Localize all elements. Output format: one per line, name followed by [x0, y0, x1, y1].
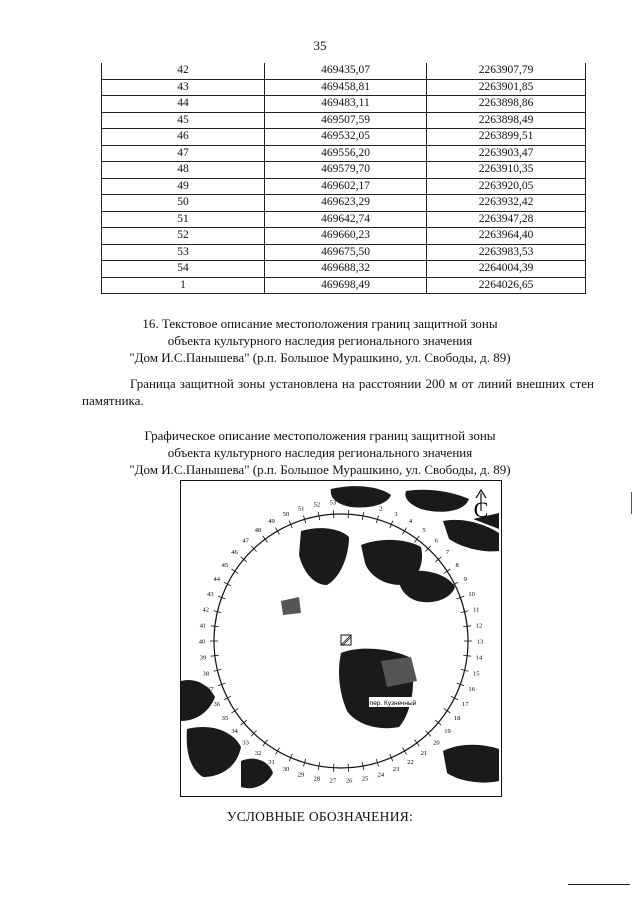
y-coordinate-cell: 2263901,85 [427, 79, 586, 96]
point-number-cell: 52 [102, 228, 265, 245]
boundary-point-tick [403, 748, 407, 755]
boundary-point-label: 41 [199, 622, 207, 630]
boundary-point-label: 40 [198, 638, 206, 646]
protection-zone-map [180, 480, 502, 797]
boundary-point-label: 3 [394, 510, 398, 518]
boundary-point-label: 37 [207, 686, 214, 694]
boundary-point-label: 35 [221, 714, 229, 722]
table-row [102, 195, 586, 212]
boundary-point-label: 34 [231, 727, 238, 735]
boundary-point-tick [211, 655, 219, 656]
boundary-point-label: 50 [282, 510, 290, 518]
point-number-cell: 50 [102, 195, 265, 212]
x-coordinate-cell: 469602,17 [265, 178, 427, 195]
boundary-point-label: 52 [313, 501, 321, 509]
boundary-point-label: 12 [475, 622, 483, 630]
section-16-heading [0, 315, 640, 366]
y-coordinate-cell: 2263898,49 [427, 112, 586, 129]
page-number: 35 [313, 38, 327, 53]
point-number-cell: 54 [102, 261, 265, 278]
boundary-point-label: 17 [461, 700, 469, 708]
boundary-point-tick [463, 655, 471, 656]
north-arrow-icon [474, 490, 489, 522]
x-coordinate-cell: 469507,59 [265, 112, 427, 129]
boundary-point-label: 32 [254, 749, 262, 757]
boundary-paragraph: Граница защитной зоны установлена на расстоянии 200 м от линий внешних стен памятника. [82, 376, 594, 408]
section-16-line-2: объекта культурного наследия регионального значения [167, 333, 473, 348]
boundary-point-label: 7 [445, 549, 450, 557]
point-number-cell: 47 [102, 145, 265, 162]
point-number-cell: 51 [102, 211, 265, 228]
y-coordinate-cell: 2264026,65 [427, 277, 586, 294]
table-row [102, 63, 586, 79]
point-number-cell: 46 [102, 129, 265, 146]
boundary-point-label: 27 [329, 777, 337, 785]
boundary-point-tick [276, 748, 280, 755]
boundary-point-label: 36 [213, 700, 221, 708]
boundary-point-label: 11 [473, 606, 480, 614]
table-row [102, 96, 586, 113]
y-coordinate-cell: 2263920,05 [427, 178, 586, 195]
boundary-point-label: 8 [455, 562, 459, 570]
boundary-point-tick [211, 626, 219, 627]
boundary-point-tick [232, 709, 239, 713]
boundary-point-label: 23 [392, 766, 400, 774]
point-number-cell: 1 [102, 277, 265, 294]
boundary-point-label: 16 [468, 686, 475, 694]
map-svg [181, 481, 501, 796]
boundary-point-label: 21 [420, 749, 428, 757]
table-row [102, 145, 586, 162]
point-number-cell: 48 [102, 162, 265, 179]
boundary-point-label: 26 [345, 777, 353, 785]
boundary-point-label: 14 [475, 654, 483, 662]
x-coordinate-cell: 469532,05 [265, 129, 427, 146]
boundary-point-label: 15 [473, 670, 480, 678]
boundary-point-label: 25 [361, 775, 369, 783]
table-row [102, 261, 586, 278]
boundary-point-tick [263, 740, 268, 746]
north-symbol: С [473, 497, 489, 522]
section-16-line-3: "Дом И.С.Панышева" (р.п. Большое Мурашкино, ул. Свободы, д. 89) [129, 350, 511, 365]
y-coordinate-cell: 2263899,51 [427, 129, 586, 146]
boundary-point-tick [276, 528, 280, 535]
table-row [102, 244, 586, 261]
boundary-point-tick [403, 528, 407, 535]
boundary-point-tick [414, 536, 419, 542]
boundary-point-label: 46 [231, 549, 238, 557]
x-coordinate-cell: 469556,20 [265, 145, 427, 162]
table-row [102, 79, 586, 96]
y-coordinate-cell: 2263910,35 [427, 162, 586, 179]
boundary-point-tick [232, 569, 239, 573]
y-coordinate-cell: 2263903,47 [427, 145, 586, 162]
boundary-point-label: 19 [444, 727, 451, 735]
boundary-point-label: 47 [242, 537, 249, 545]
x-coordinate-cell: 469642,74 [265, 211, 427, 228]
boundary-point-label: 39 [199, 654, 207, 662]
x-coordinate-cell: 469435,07 [265, 63, 427, 79]
margin-mark [631, 492, 632, 514]
y-coordinate-cell: 2263983,53 [427, 244, 586, 261]
table-row [102, 178, 586, 195]
boundary-point-tick [463, 626, 471, 627]
boundary-point-label: 24 [377, 771, 385, 779]
boundary-point-label: 53 [329, 499, 337, 507]
y-coordinate-cell: 2263932,42 [427, 195, 586, 212]
boundary-point-label: 43 [207, 590, 214, 598]
boundary-point-label: 49 [268, 518, 275, 526]
boundary-point-tick [444, 569, 451, 573]
boundary-point-label: 5 [422, 527, 426, 535]
y-coordinate-cell: 2263964,40 [427, 228, 586, 245]
point-number-cell: 43 [102, 79, 265, 96]
boundary-point-label: 9 [463, 576, 467, 584]
boundary-point-label: 31 [268, 758, 275, 766]
legend-title: УСЛОВНЫЕ ОБОЗНАЧЕНИЯ: [226, 809, 414, 824]
section-16-line-1: 16. Текстовое описание местоположения границ защитной зоны [142, 316, 498, 331]
boundary-point-label: 2 [379, 505, 383, 513]
graphic-line-2: объекта культурного наследия регионального значения [167, 445, 473, 460]
boundary-point-label: 38 [202, 670, 209, 678]
table-row [102, 162, 586, 179]
boundary-point-label: 33 [242, 739, 249, 747]
boundary-point-tick [414, 740, 419, 746]
footer-rule [568, 884, 630, 885]
boundary-point-label: 45 [221, 562, 229, 570]
boundary-point-label: 42 [202, 606, 209, 614]
boundary-point-label: 18 [453, 714, 461, 722]
boundary-point-label: 22 [407, 758, 414, 766]
x-coordinate-cell: 469483,11 [265, 96, 427, 113]
y-coordinate-cell: 2263907,79 [427, 63, 586, 79]
boundary-point-label: 6 [434, 537, 439, 545]
y-coordinate-cell: 2263947,28 [427, 211, 586, 228]
table-row [102, 228, 586, 245]
graphic-line-1: Графическое описание местоположения границ защитной зоны [144, 428, 496, 443]
table-row [102, 112, 586, 129]
map-terrain [181, 486, 499, 788]
y-coordinate-cell: 2263898,86 [427, 96, 586, 113]
y-coordinate-cell: 2264004,39 [427, 261, 586, 278]
x-coordinate-cell: 469675,50 [265, 244, 427, 261]
boundary-point-label: 48 [254, 527, 262, 535]
boundary-point-tick [444, 709, 451, 713]
boundary-point-label: 1 [363, 501, 367, 509]
point-number-cell: 42 [102, 63, 265, 79]
boundary-point-label: 30 [282, 766, 290, 774]
table-row [102, 211, 586, 228]
coordinates-table [101, 63, 586, 294]
table-row [102, 129, 586, 146]
point-number-cell: 53 [102, 244, 265, 261]
boundary-point-tick [263, 536, 268, 542]
boundary-point-label: 4 [408, 518, 413, 526]
x-coordinate-cell: 469688,32 [265, 261, 427, 278]
boundary-point-label: 44 [213, 576, 221, 584]
point-number-cell: 49 [102, 178, 265, 195]
point-number-cell: 45 [102, 112, 265, 129]
boundary-point-label: 10 [468, 590, 475, 598]
point-number-cell: 44 [102, 96, 265, 113]
x-coordinate-cell: 469623,29 [265, 195, 427, 212]
boundary-point-label: 54 [345, 499, 353, 507]
boundary-point-label: 28 [313, 775, 321, 783]
boundary-point-label: 29 [297, 771, 305, 779]
boundary-point-label: 13 [476, 638, 484, 646]
x-coordinate-cell: 469698,49 [265, 277, 427, 294]
table-row [102, 277, 586, 294]
boundary-point-label: 51 [297, 505, 305, 513]
street-label: пер. Кузнечный [369, 700, 417, 707]
graphic-line-3: "Дом И.С.Панышева" (р.п. Большое Мурашкино, ул. Свободы, д. 89) [129, 462, 511, 477]
x-coordinate-cell: 469660,23 [265, 228, 427, 245]
x-coordinate-cell: 469458,81 [265, 79, 427, 96]
x-coordinate-cell: 469579,70 [265, 162, 427, 179]
boundary-point-label: 20 [433, 739, 440, 747]
graphic-description-heading [0, 427, 640, 478]
